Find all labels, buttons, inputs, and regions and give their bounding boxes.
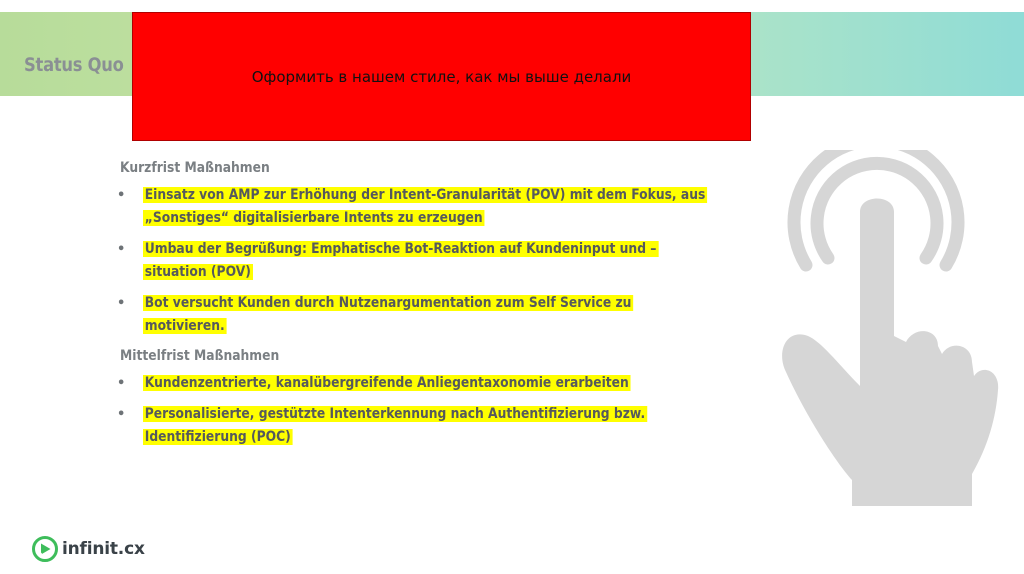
section-heading-short-term: Kurzfrist Maßnahmen [120, 160, 270, 176]
touch-hand-icon [776, 150, 1000, 510]
bullet-dot: • [117, 296, 126, 311]
bullet-dot: • [117, 242, 126, 257]
bullet-item [117, 238, 720, 284]
bullet-text: Personalisierte, gestützte Intenterkennung nach Authentifizierung bzw. Identifizierung (POC) [144, 406, 646, 445]
bullet-text: Einsatz von AMP zur Erhöhung der Intent-Granularität (POV) mit dem Fokus, aus „Sonstiges“ digitalisierbare Intents zu erzeugen [144, 187, 706, 226]
comment-text: Оформить в нашем стиле, как мы выше делали [251, 67, 632, 86]
section-heading-mid-term: Mittelfrist Maßnahmen [120, 348, 280, 364]
bullet-dot: • [117, 407, 126, 422]
bullet-item [117, 403, 720, 449]
bullet-list-mid-term [117, 372, 720, 449]
comment-box [132, 12, 751, 141]
slide-title: Status Quo [24, 54, 124, 76]
bullet-item [117, 372, 720, 395]
bullet-list-short-term [117, 184, 720, 338]
play-check-icon [32, 536, 58, 562]
logo-text: infinit.cx [62, 539, 145, 559]
bullet-text: Bot versucht Kunden durch Nutzenargumentation zum Self Service zu motivieren. [144, 295, 632, 334]
bullet-item [117, 292, 720, 338]
slide-content [117, 160, 720, 459]
bullet-text: Umbau der Begrüßung: Emphatische Bot-Reaktion auf Kundeninput und –situation (POV) [144, 241, 657, 280]
bullet-dot: • [117, 188, 126, 203]
bullet-dot: • [117, 376, 126, 391]
bullet-text: Kundenzentrierte, kanalübergreifende Anliegentaxonomie erarbeiten [144, 375, 629, 391]
company-logo [32, 536, 145, 562]
bullet-item [117, 184, 720, 230]
